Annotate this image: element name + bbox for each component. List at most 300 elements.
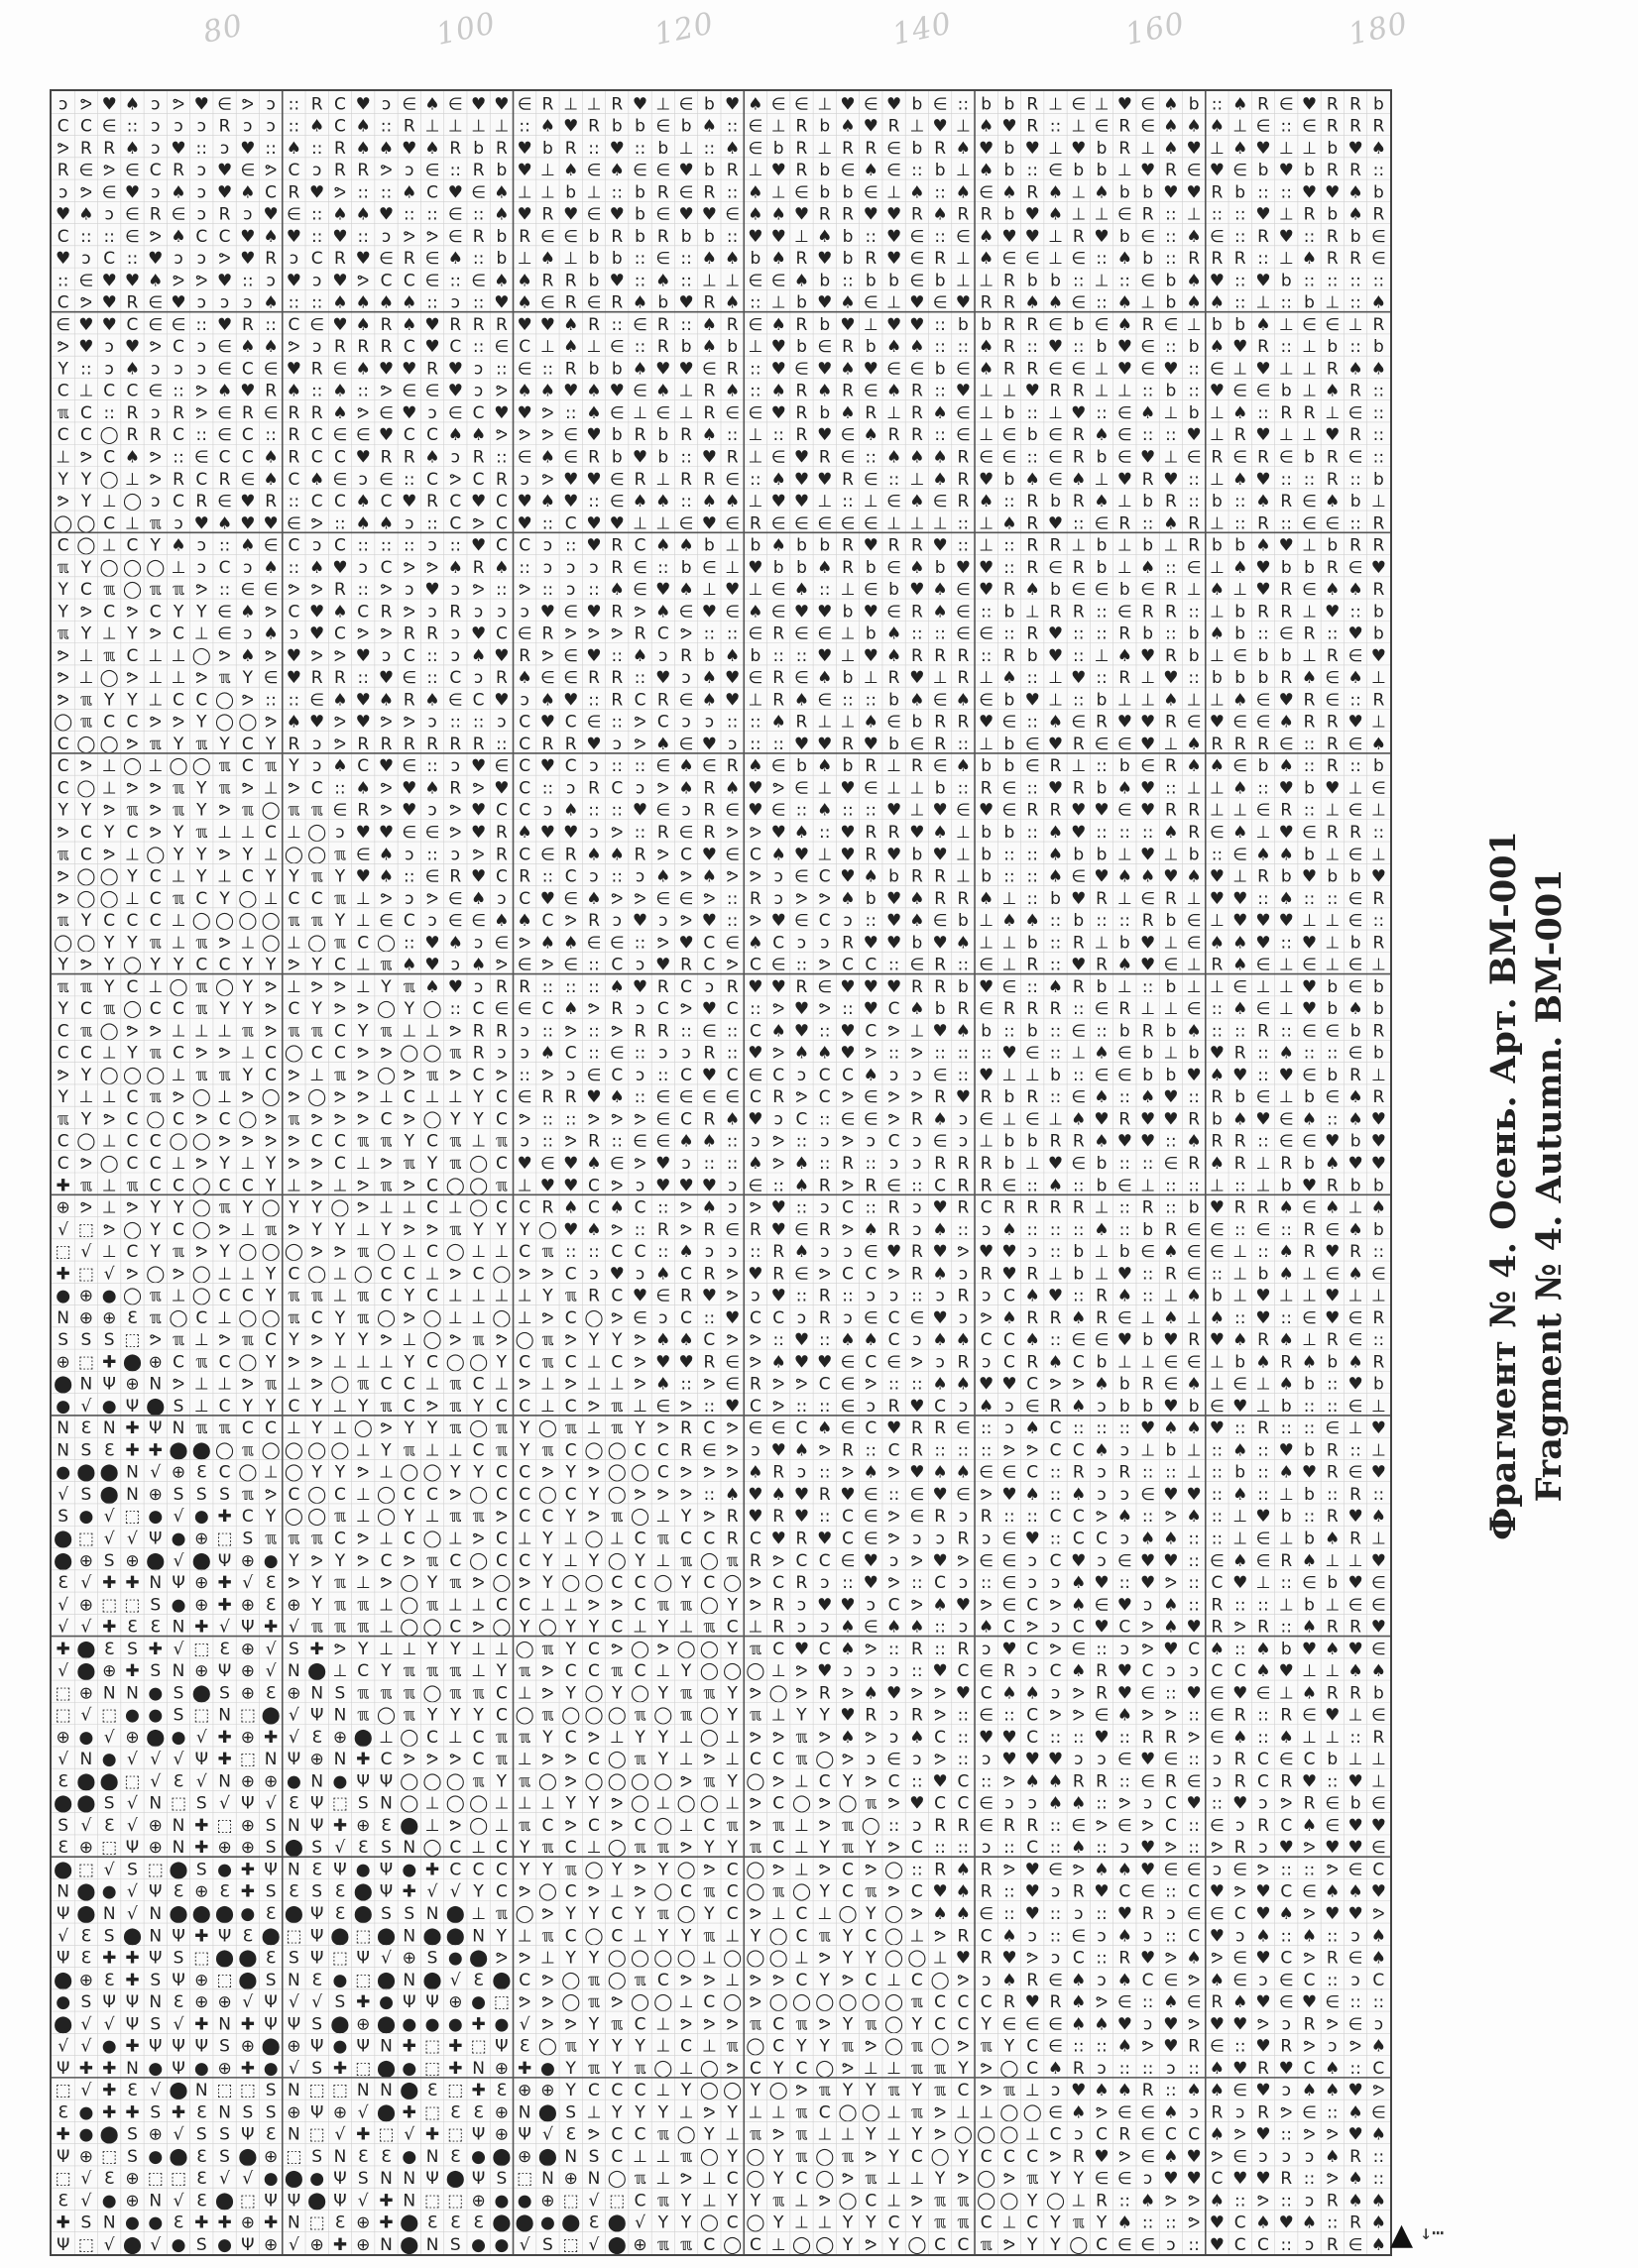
svg-text:∈: ∈ [448, 889, 463, 909]
svg-text:♠: ♠ [1071, 470, 1086, 490]
svg-text:∈: ∈ [563, 448, 578, 468]
svg-text:R: R [1050, 1397, 1062, 1417]
svg-text:ᕗ: ᕗ [1257, 1860, 1269, 1879]
svg-text:∈: ∈ [909, 227, 924, 247]
svg-text:♥: ♥ [748, 778, 762, 798]
svg-text:R: R [1212, 1087, 1224, 1107]
svg-text:♥: ♥ [1117, 713, 1132, 733]
svg-text:R: R [1234, 1198, 1246, 1218]
svg-text:♥: ♥ [1163, 1551, 1178, 1571]
svg-text:♠: ♠ [1117, 1507, 1132, 1527]
svg-text:◯: ◯ [608, 1463, 627, 1483]
svg-text:R: R [1327, 646, 1339, 666]
svg-text:::: :: [173, 382, 183, 401]
svg-text:⬚: ⬚ [286, 1926, 301, 1946]
svg-text:♥: ♥ [1094, 1618, 1109, 1638]
svg-text:♠: ♠ [678, 580, 693, 600]
svg-text:⊥: ⊥ [379, 1087, 394, 1107]
svg-text:⊥: ⊥ [587, 1838, 602, 1858]
svg-text:R: R [796, 403, 808, 423]
svg-text:♥: ♥ [1140, 1418, 1155, 1438]
svg-text:♠: ♠ [356, 492, 371, 511]
svg-text:∈: ∈ [864, 94, 878, 114]
svg-text:♠: ♠ [1071, 1485, 1086, 1505]
svg-text:ᕗ: ᕗ [1327, 1860, 1339, 1879]
svg-text:ↄ: ↄ [174, 359, 182, 379]
svg-text:♠: ♠ [886, 624, 901, 644]
svg-text:∈: ∈ [1071, 94, 1086, 114]
svg-text:C: C [173, 690, 184, 710]
svg-text:ℼ: ℼ [58, 1109, 69, 1129]
svg-text:ℼ: ℼ [242, 1485, 254, 1505]
svg-text:⊥: ⊥ [771, 1904, 786, 1924]
svg-text:R: R [1026, 117, 1038, 137]
svg-text:R: R [796, 977, 808, 997]
svg-text:C: C [934, 1728, 946, 1748]
svg-text:C: C [750, 1530, 761, 1549]
svg-text:::: :: [1212, 1530, 1223, 1549]
svg-text:R: R [404, 624, 415, 644]
svg-text:ↄ: ↄ [982, 1287, 991, 1306]
svg-text:b: b [1027, 425, 1038, 445]
svg-text:∈: ∈ [240, 161, 255, 180]
svg-text:b: b [1004, 602, 1015, 622]
svg-text:ↄ: ↄ [243, 558, 252, 578]
svg-text:⊥: ⊥ [379, 1352, 394, 1372]
svg-text:Y: Y [703, 1838, 715, 1858]
svg-text:::: :: [772, 425, 783, 445]
svg-text:::: :: [680, 448, 691, 468]
svg-text:C: C [103, 382, 115, 401]
svg-text:∈: ∈ [1117, 602, 1132, 622]
svg-text:::: :: [519, 558, 529, 578]
svg-text:ᕗ: ᕗ [1049, 1375, 1061, 1395]
svg-text:Y: Y [357, 1397, 369, 1417]
svg-text:◯: ◯ [653, 1771, 672, 1791]
svg-text:♠: ♠ [864, 161, 878, 180]
svg-text:R: R [1349, 94, 1361, 114]
svg-text:::: :: [911, 161, 922, 180]
svg-text:♠: ♠ [356, 359, 371, 379]
svg-text:ↄ: ↄ [912, 1750, 921, 1769]
svg-text:::: :: [1119, 1154, 1130, 1174]
svg-text:C: C [426, 1352, 438, 1372]
svg-text:♥: ♥ [678, 359, 693, 379]
svg-text:♥: ♥ [956, 558, 971, 578]
svg-text:b: b [1142, 1330, 1153, 1350]
svg-text:♥: ♥ [1048, 337, 1063, 357]
svg-text:R: R [796, 713, 808, 733]
svg-text:∈: ∈ [1163, 1352, 1178, 1372]
svg-text:∈: ∈ [1071, 867, 1086, 887]
svg-text:♠: ♠ [471, 956, 486, 975]
svg-text:∈: ∈ [817, 624, 832, 644]
svg-text:●: ● [333, 1971, 348, 1990]
svg-text:♥: ♥ [1025, 1882, 1040, 1902]
svg-text:⊕: ⊕ [241, 1640, 255, 1659]
svg-text:⊥: ⊥ [425, 1816, 440, 1836]
svg-text:⊥: ⊥ [1210, 646, 1225, 666]
svg-text:♠: ♠ [1232, 933, 1247, 953]
svg-text:ᕗ: ᕗ [57, 646, 68, 666]
svg-text:⊥: ⊥ [1279, 359, 1294, 379]
svg-text:♥: ♥ [864, 602, 878, 622]
svg-text:C: C [703, 933, 715, 953]
svg-text:∈: ∈ [1140, 227, 1155, 247]
svg-text:N: N [288, 1816, 300, 1836]
svg-text:♠: ♠ [1117, 1860, 1132, 1879]
svg-text:R: R [1280, 668, 1292, 688]
svg-text:R: R [588, 668, 600, 688]
svg-text:♠: ♠ [771, 1352, 786, 1372]
svg-text:♥: ♥ [956, 1683, 971, 1703]
svg-text:∈: ∈ [1048, 359, 1063, 379]
svg-text:∈: ∈ [1187, 448, 1202, 468]
svg-text:C: C [334, 1154, 346, 1174]
svg-text:::: :: [1142, 1507, 1153, 1527]
svg-text:⊥: ⊥ [518, 249, 532, 269]
svg-text:b: b [635, 205, 645, 225]
top-mark-5: 160 [1122, 6, 1188, 53]
svg-text:C: C [680, 1882, 692, 1902]
svg-text:C: C [796, 1971, 808, 1990]
svg-text:◯: ◯ [631, 1949, 649, 1969]
svg-text:∈: ∈ [979, 1661, 994, 1681]
svg-text:ᕗ: ᕗ [57, 889, 68, 909]
svg-text:ᕗ: ᕗ [819, 889, 831, 909]
svg-text:Y: Y [750, 1926, 761, 1946]
svg-text:C: C [357, 933, 369, 953]
svg-text:ↄ: ↄ [774, 889, 783, 909]
svg-text:ᕗ: ᕗ [519, 1882, 530, 1902]
svg-text:ᕗ: ᕗ [1026, 1618, 1038, 1638]
svg-text:::: :: [704, 1485, 715, 1505]
svg-text:b: b [1350, 227, 1361, 247]
svg-text:N: N [57, 1440, 69, 1460]
svg-text:∈: ∈ [979, 1904, 994, 1924]
svg-text:R: R [911, 756, 923, 776]
svg-text:ᕗ: ᕗ [265, 1109, 277, 1129]
svg-text:∈: ∈ [1117, 1750, 1132, 1769]
svg-text:⊥: ⊥ [1071, 182, 1086, 202]
svg-text:∈: ∈ [864, 182, 878, 202]
svg-text:ℼ: ℼ [357, 1683, 369, 1703]
svg-text:N: N [103, 1418, 116, 1438]
svg-text:∈: ∈ [1025, 1397, 1040, 1417]
svg-text:C: C [473, 1750, 485, 1769]
svg-text:C: C [58, 382, 69, 401]
svg-text:b: b [1212, 492, 1223, 511]
svg-text:b: b [911, 713, 922, 733]
svg-text:C: C [473, 1728, 485, 1748]
svg-text:√: √ [58, 1926, 68, 1946]
svg-text:R: R [1188, 1330, 1200, 1350]
svg-text:C: C [334, 1530, 346, 1549]
svg-text:S: S [81, 1485, 92, 1505]
svg-text:⊥: ⊥ [1187, 1308, 1202, 1328]
svg-text:R: R [542, 735, 554, 754]
svg-text:R: R [957, 1530, 969, 1549]
svg-text:⬚: ⬚ [78, 1264, 94, 1284]
svg-text:S: S [174, 1485, 184, 1505]
svg-text:ↄ: ↄ [197, 117, 206, 137]
svg-text:♠: ♠ [1140, 867, 1155, 887]
svg-text:ᕗ: ᕗ [380, 1154, 392, 1174]
svg-text:ℼ: ℼ [772, 1882, 784, 1902]
svg-text:C: C [819, 1087, 831, 1107]
svg-text:R: R [357, 735, 369, 754]
svg-text:♠: ♠ [748, 182, 762, 202]
svg-text:♥: ♥ [794, 492, 809, 511]
svg-text:♥: ♥ [1094, 867, 1109, 887]
svg-text:⊥: ⊥ [1325, 1595, 1340, 1615]
svg-text:::: :: [1327, 889, 1338, 909]
svg-text:♥: ♥ [909, 823, 924, 843]
svg-text:⊥: ⊥ [1348, 778, 1363, 798]
svg-text:ᕗ: ᕗ [588, 1109, 600, 1129]
svg-text:♠: ♠ [1187, 117, 1202, 137]
svg-text:R: R [1026, 1198, 1038, 1218]
svg-text:ℼ: ℼ [288, 1287, 299, 1306]
svg-text:♠: ♠ [448, 933, 463, 953]
svg-text:R: R [1026, 1352, 1038, 1372]
svg-text:⊥: ⊥ [494, 1640, 509, 1659]
svg-text:♥: ♥ [518, 403, 532, 423]
svg-text:R: R [772, 1242, 784, 1262]
svg-text:♠: ♠ [1302, 1683, 1317, 1703]
svg-text:⊕: ⊕ [79, 1971, 93, 1990]
svg-text:ᕗ: ᕗ [541, 646, 553, 666]
svg-text:ℼ: ℼ [404, 977, 415, 997]
svg-text:ℼ: ℼ [357, 1618, 369, 1638]
svg-text:♠: ♠ [1094, 1044, 1109, 1064]
svg-text:Y: Y [472, 1463, 484, 1483]
svg-text:R: R [1327, 249, 1339, 269]
svg-text:R: R [1327, 1507, 1339, 1527]
svg-text:::: :: [1096, 624, 1107, 644]
svg-text:ↄ: ↄ [1028, 1573, 1037, 1593]
svg-text:ᕗ: ᕗ [357, 403, 369, 423]
svg-text:⊥: ⊥ [194, 1375, 209, 1395]
svg-text:R: R [1165, 1264, 1177, 1284]
svg-text:b: b [1097, 139, 1108, 159]
svg-text:∈: ∈ [125, 205, 140, 225]
svg-text:S: S [266, 1882, 277, 1902]
svg-text:C: C [680, 1066, 692, 1085]
svg-text:♥: ♥ [563, 470, 578, 490]
svg-text:⊥: ⊥ [725, 271, 740, 290]
svg-text:⊥: ⊥ [1048, 139, 1063, 159]
svg-text:♥: ♥ [932, 801, 947, 821]
svg-text:::: :: [1212, 94, 1223, 114]
svg-text:♠: ♠ [1163, 823, 1178, 843]
svg-text:⊥: ⊥ [1117, 1352, 1132, 1372]
svg-text:Y: Y [380, 1661, 392, 1681]
svg-text:R: R [1349, 1485, 1361, 1505]
svg-text:ↄ: ↄ [451, 845, 460, 864]
svg-text:♥: ♥ [332, 227, 347, 247]
svg-text:♥: ♥ [494, 94, 509, 114]
svg-text:ᕗ: ᕗ [519, 1264, 530, 1284]
svg-text:ↄ: ↄ [1051, 1882, 1060, 1902]
svg-text:C: C [796, 1926, 808, 1946]
svg-text:Ψ: Ψ [149, 1949, 162, 1969]
svg-text:⊥: ⊥ [1232, 359, 1247, 379]
svg-text:♥: ♥ [817, 249, 832, 269]
svg-text:⊥: ⊥ [172, 911, 186, 931]
svg-text:√: √ [427, 1882, 438, 1902]
svg-text:∈: ∈ [1140, 756, 1155, 776]
svg-text:::: :: [1188, 1176, 1199, 1195]
svg-text:R: R [173, 161, 184, 180]
svg-text:∈: ∈ [333, 470, 348, 490]
svg-text:∈: ∈ [979, 1551, 994, 1571]
svg-text:♥: ♥ [586, 513, 601, 533]
svg-text:∈: ∈ [172, 205, 186, 225]
svg-text:Y: Y [426, 1640, 438, 1659]
svg-text:ℼ: ℼ [680, 1551, 692, 1571]
svg-text:ↄ: ↄ [982, 1838, 991, 1858]
svg-text:♠: ♠ [309, 558, 324, 578]
svg-text:ᕗ: ᕗ [865, 1860, 877, 1879]
svg-text:◯: ◯ [100, 1154, 119, 1174]
svg-text:Y: Y [726, 1838, 738, 1858]
svg-text:∈: ∈ [1371, 778, 1386, 798]
svg-text:b: b [1304, 293, 1315, 313]
svg-text:R: R [911, 1418, 923, 1438]
svg-text:Y: Y [103, 690, 115, 710]
svg-text:∈: ∈ [771, 448, 786, 468]
svg-text:R: R [1050, 756, 1062, 776]
svg-text:◯: ◯ [123, 1220, 142, 1240]
svg-text:♠: ♠ [1025, 1771, 1040, 1791]
svg-text:C: C [127, 977, 139, 997]
svg-text:♠: ♠ [1255, 1661, 1270, 1681]
svg-text:◯: ◯ [285, 1507, 303, 1527]
svg-text:⊥: ⊥ [563, 94, 578, 114]
svg-text:C: C [496, 1463, 508, 1483]
svg-text:ᕗ: ᕗ [218, 845, 230, 864]
svg-text:N: N [218, 1771, 231, 1791]
svg-text:C: C [473, 1066, 485, 1085]
svg-text:::: :: [1165, 1132, 1176, 1152]
svg-text:b: b [1189, 845, 1200, 864]
svg-text:R: R [727, 161, 739, 180]
svg-text:ℼ: ℼ [195, 735, 207, 754]
svg-text:C: C [496, 1087, 508, 1107]
svg-text:⊥: ⊥ [448, 1198, 463, 1218]
svg-text:♠: ♠ [379, 845, 394, 864]
svg-text:ᕗ: ᕗ [380, 1418, 392, 1438]
svg-text:√: √ [127, 1530, 138, 1549]
svg-text:R: R [1304, 205, 1316, 225]
svg-text:R: R [1234, 1132, 1246, 1152]
svg-text:⊥: ⊥ [425, 1021, 440, 1041]
svg-text:●: ● [194, 1507, 209, 1527]
svg-text:⊥: ⊥ [817, 94, 832, 114]
svg-text:♥: ♥ [748, 1044, 762, 1064]
svg-text:♠: ♠ [540, 382, 555, 401]
svg-text:N: N [149, 1794, 162, 1814]
svg-text:∈: ∈ [1071, 293, 1086, 313]
caption [1418, 1140, 1636, 1150]
svg-text:C: C [426, 470, 438, 490]
svg-text:ᕗ: ᕗ [750, 1683, 761, 1703]
svg-text:ↄ: ↄ [382, 94, 391, 114]
svg-text:R: R [334, 337, 346, 357]
svg-text:∈: ∈ [864, 1087, 878, 1107]
svg-text:b: b [1142, 536, 1153, 556]
svg-text:Y: Y [357, 1330, 369, 1350]
svg-text:ℼ: ℼ [334, 889, 346, 909]
svg-text:ℼ: ℼ [334, 845, 346, 864]
svg-text:●: ● [148, 1507, 163, 1527]
svg-text:::: :: [1142, 1154, 1153, 1174]
svg-text:b: b [843, 756, 854, 776]
svg-text:♥: ♥ [1001, 1485, 1016, 1505]
svg-text:♠: ♠ [702, 690, 717, 710]
svg-text:⊥: ⊥ [794, 227, 809, 247]
svg-text:✚: ✚ [217, 1595, 231, 1615]
svg-text:♥: ♥ [402, 778, 416, 798]
svg-text:R: R [1050, 1308, 1062, 1328]
svg-text:::: :: [1188, 382, 1199, 401]
svg-text:b: b [843, 227, 854, 247]
svg-text:ᕗ: ᕗ [426, 227, 438, 247]
svg-text:::: :: [1050, 956, 1061, 975]
svg-text:⊥: ⊥ [494, 1287, 509, 1306]
svg-text:::: :: [1257, 624, 1268, 644]
svg-text:b: b [1004, 1087, 1015, 1107]
svg-text:ↄ: ↄ [1213, 1860, 1222, 1879]
svg-text:ↄ: ↄ [474, 382, 483, 401]
svg-text:Y: Y [126, 867, 138, 887]
svg-text:◯: ◯ [377, 1706, 396, 1726]
svg-text:⊕: ⊕ [241, 1683, 255, 1703]
svg-text:⬤: ⬤ [54, 1794, 72, 1814]
svg-text:⊥: ⊥ [540, 1794, 555, 1814]
svg-text:R: R [957, 889, 969, 909]
svg-text:♠: ♠ [1232, 956, 1247, 975]
svg-text:::: :: [127, 249, 138, 269]
svg-text:C: C [127, 1242, 139, 1262]
svg-text:♥: ♥ [771, 337, 786, 357]
svg-text:∈: ∈ [864, 1242, 878, 1262]
svg-text:◯: ◯ [307, 933, 326, 953]
svg-text:R: R [888, 1397, 900, 1417]
svg-text:◯: ◯ [584, 1308, 603, 1328]
svg-text:C: C [265, 1418, 277, 1438]
svg-text:♥: ♥ [886, 249, 901, 269]
svg-text:ᕗ: ᕗ [1141, 1640, 1153, 1659]
svg-text:●: ● [240, 1904, 255, 1924]
svg-text:Y: Y [242, 1397, 254, 1417]
svg-text:∈: ∈ [655, 889, 670, 909]
svg-text:◯: ◯ [215, 911, 234, 931]
svg-text:♠: ♠ [332, 205, 347, 225]
svg-text:∈: ∈ [1187, 713, 1202, 733]
svg-text:∈: ∈ [1210, 1551, 1225, 1571]
svg-text:::: :: [1234, 1220, 1245, 1240]
svg-text:♠: ♠ [171, 182, 185, 202]
svg-text:R: R [957, 713, 969, 733]
svg-text:R: R [588, 778, 600, 798]
svg-text:ℼ: ℼ [519, 1816, 530, 1836]
svg-text:⊥: ⊥ [1371, 1750, 1386, 1769]
svg-text:ↄ: ↄ [474, 977, 483, 997]
svg-text:R: R [1257, 513, 1269, 533]
svg-text:√: √ [266, 1794, 277, 1814]
